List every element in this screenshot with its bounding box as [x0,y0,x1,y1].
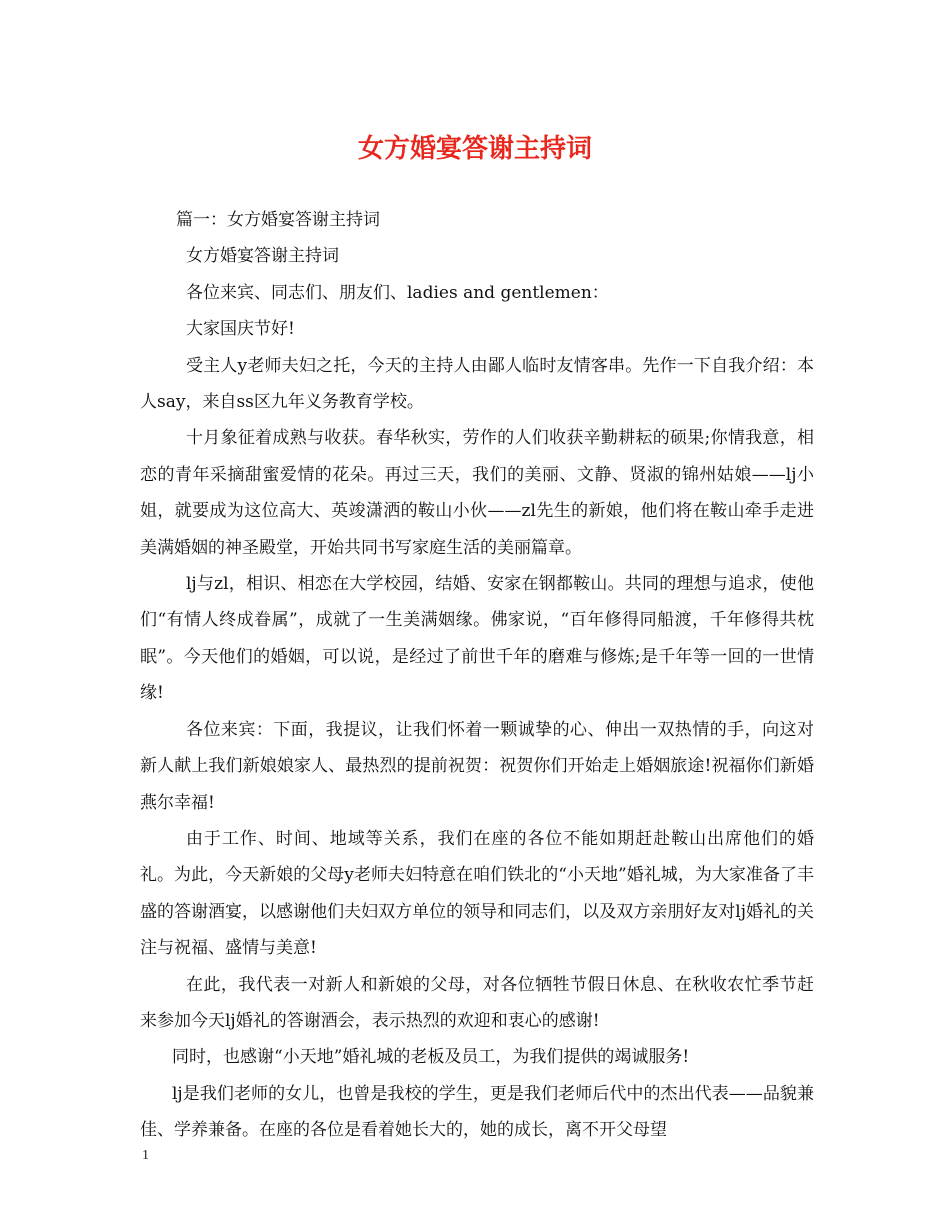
paragraph: 各位来宾：下面，我提议，让我们怀着一颗诚挚的心、伸出一双热情的手，向这对新人献上我们新娘娘家人、最热烈的提前祝贺：祝贺你们开始走上婚姻旅途!祝福你们新婚燕尔幸福! [140,719,814,813]
paragraph: 各位来宾、同志们、朋友们、ladies and gentlemen： [186,282,609,303]
paragraph: 受主人y老师夫妇之托，今天的主持人由鄙人临时友情客串。先作一下自我介绍：本人say，来自ss区九年义务教育学校。 [140,355,814,413]
page-number: 1 [142,1148,149,1163]
paragraph: 女方婚宴答谢主持词 [186,246,339,267]
paragraph: 十月象征着成熟与收获。春华秋实，劳作的人们收获辛勤耕耘的硕果;你情我意，相恋的青年采摘甜蜜爱情的花朵。再过三天，我们的美丽、文静、贤淑的锦州姑娘——lj小姐，就要成为这位高大、英竣潇洒的鞍山小伙——zl先生的新娘，他们将在鞍山牵手走进美满婚姻的神圣殿堂，开始共同书写家庭生活的美丽篇章。 [140,428,814,558]
document-body [140,202,814,1149]
document-title: 女方婚宴答谢主持词 [357,134,592,164]
paragraph: lj与zl，相识、相恋在大学校园，结婚、安家在钢都鞍山。共同的理想与追求，使他们“有情人终成眷属”，成就了一生美满姻缘。佛家说，“百年修得同船渡，千年修得共枕眠”。今天他们的婚姻，可以说，是经过了前世千年的磨难与修炼;是千年等一回的一世情缘! [140,574,814,704]
paragraph: 在此，我代表一对新人和新娘的父母，对各位牺牲节假日休息、在秋收农忙季节赶来参加今天lj婚礼的答谢酒会，表示热烈的欢迎和衷心的感谢! [140,974,814,1031]
paragraph: 大家国庆节好! [186,319,295,340]
paragraph: 篇一：女方婚宴答谢主持词 [176,210,380,230]
paragraph: lj是我们老师的女儿，也曾是我校的学生，更是我们老师后代中的杰出代表——品貌兼佳、学养兼备。在座的各位是看着她长大的，她的成长，离不开父母望 [140,1083,814,1141]
paragraph: 由于工作、时间、地域等关系，我们在座的各位不能如期赶赴鞍山出席他们的婚礼。为此，今天新娘的父母y老师夫妇特意在咱们铁北的“小天地”婚礼城，为大家准备了丰盛的答谢酒宴，以感谢他们夫妇双方单位的领导和同志们，以及双方亲朋好友对lj婚礼的关注与祝福、盛情与美意! [140,828,814,959]
paragraph: 同时，也感谢“小天地”婚礼城的老板及员工，为我们提供的竭诚服务! [172,1047,690,1068]
